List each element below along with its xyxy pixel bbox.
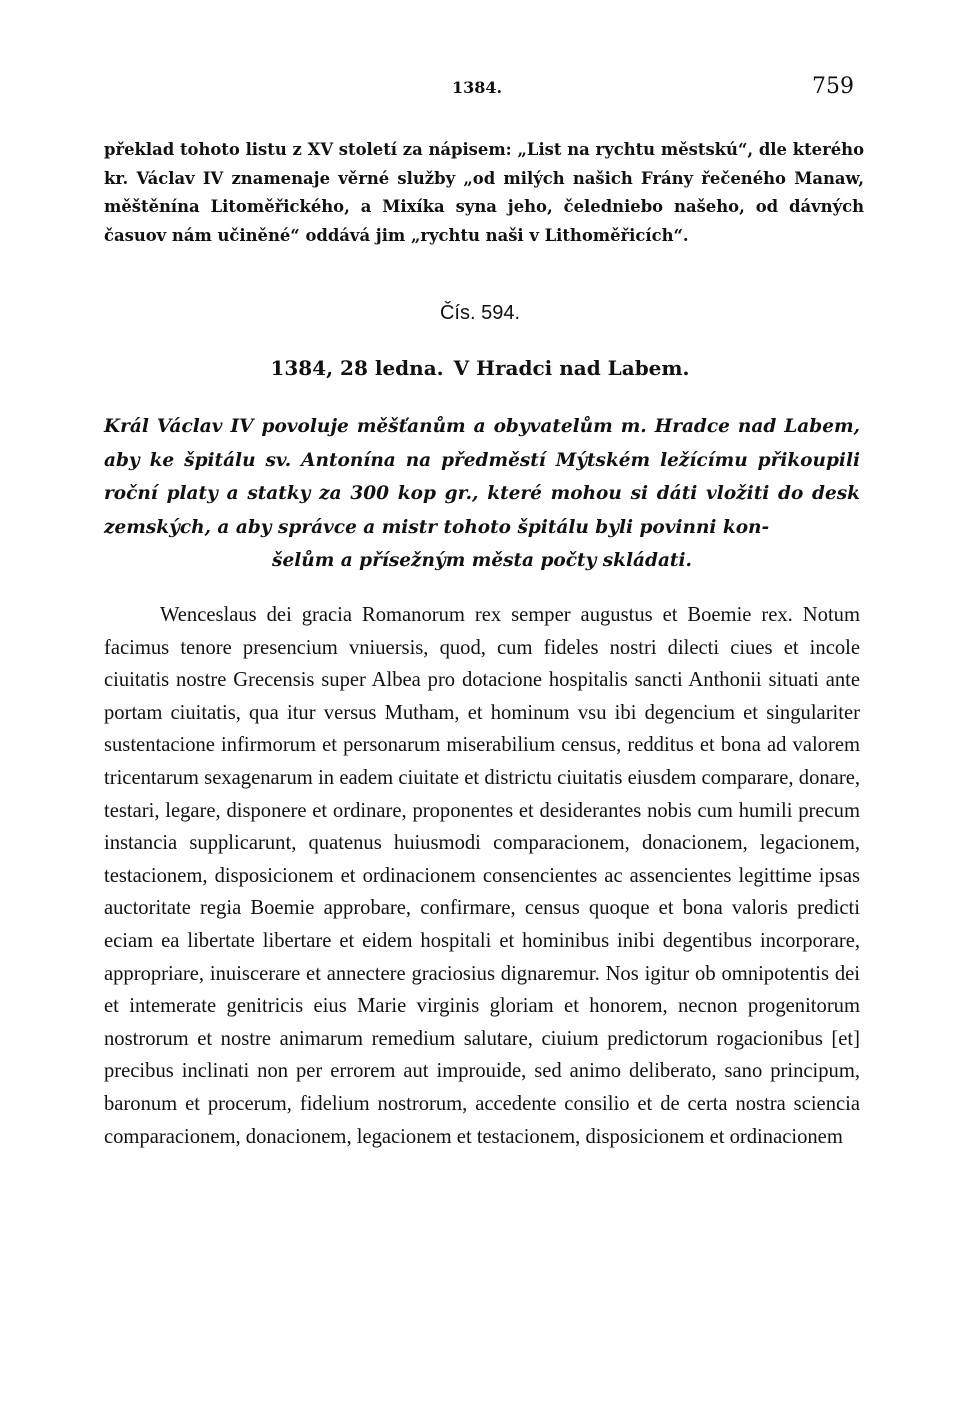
- page-number: 759: [812, 74, 854, 99]
- running-head-year: 1384.: [452, 78, 503, 97]
- charter-text: Wenceslaus dei gracia Romanorum rex semper augustus et Boemie rex. Notum facimus tenore presencium vniuersis, quod, cum fideles nostri dilecti ciues et incole ciuitatis nostre Grecensis super Albea pro dotacione hospitalis sancti Anthonii situati ante portam ciuitatis, qua itur versus Mutham, et hominum vsu ibi degencium et singulariter sustentacione infirmorum et personarum miserabilium census, redditus et bona ad valorem tricentarum sexagenarum in eadem ciuitate et districtu ciuitatis eiusdem comparare, donare, testari, legare, disponere et ordinare, proponentes et desiderantes nobis cum humili precum instancia supplicarunt, quatenus huiusmodi comparacionem, donacionem, legacionem, testacionem, disposicionem et ordinacionem consencientes ac assencientes legittime ipsas auctoritate regia Boemie approbare, confirmare, census quoque et bona valoris predicti eciam ea libertate libertare et eidem hospitali et hominibus inibi degentibus incorporare, appropriare, inuiscerare et annectere graciosius dignaremur. Nos igitur ob omnipotentis dei et intemerate genitricis eius Marie virginis gloriam et honorem, necnon progenitorum nostrorum et nostre animarum remedium salutare, ciuium predictorum rogacionibus [et] precibus inclinati non per errorem aut improuide, sed animo deliberato, sano principum, baronum et procerum, fidelium nostrorum, accedente consilio et de certa nostra sciencia comparacionem, donacionem, legacionem et testacionem, disposicionem et ordinacionem: [104, 604, 860, 1148]
- document-number: Čís. 594.: [439, 302, 521, 324]
- regest-last-line: šelům a přísežným města počty skládati.: [272, 550, 692, 572]
- page-header: [0, 74, 960, 104]
- regest-text: Král Václav IV povoluje měšťanům a obyvatelům m. Hradce nad Labem, aby ke špitálu sv. Antonína na předměstí Mýtském ležícímu přikoupili roční platy a statky za 300 kop gr., které mohou si dáti vložiti do desk zemských, a aby správce a mistr tohoto špitálu byli povinni kon-: [104, 416, 860, 538]
- document-place: V Hradci nad Labem.: [453, 356, 690, 380]
- regest-summary: [104, 410, 860, 578]
- document-date: 1384, 28 ledna.: [270, 356, 444, 380]
- footnote-paragraph: překlad tohoto listu z XV století za nápisem: „List na rychtu městskú“, dle kterého kr. Václav IV znamenaje věrné služby „od milých našich Frány řečeného Manaw, měštěnína Litoměřického, a Mixíka syna jeho, čeledniebo našeho, od dávných časuov nám učiněné“ oddává jim „rychtu naši v Lithoměřicích“.: [104, 140, 864, 245]
- document-date-line: [0, 356, 960, 380]
